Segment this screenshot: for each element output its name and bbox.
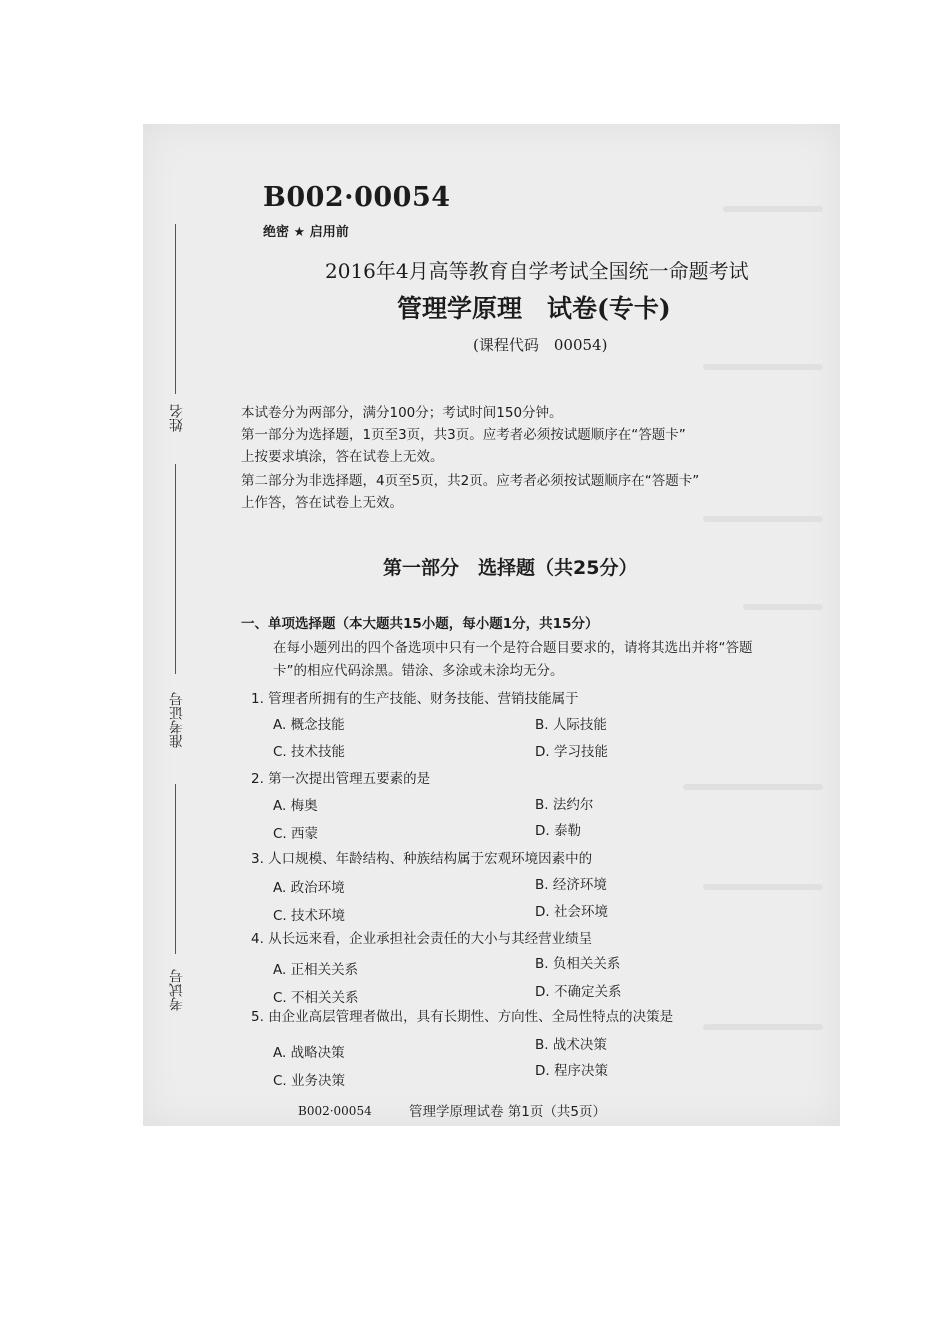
footer-code: B002·00054 [298,1104,372,1118]
paper-code: B002·00054 [263,182,451,213]
option-d: D. 程序决策 [535,1063,608,1079]
bleed-through-text [683,784,823,790]
option-a: A. 政治环境 [273,880,345,896]
option-c: C. 不相关关系 [273,990,359,1006]
seat-number-label: 考试号 [169,969,185,1011]
option-a: A. 梅奥 [273,798,318,814]
section-instructions: 卡”的相应代码涂黑。错涂、多涂或未涂均无分。 [273,663,564,679]
bleed-through-text [703,884,823,890]
bleed-through-text [703,364,823,370]
intro-line: 上作答，答在试卷上无效。 [241,495,403,511]
footer-page-number: 管理学原理试卷 第1页（共5页） [409,1104,606,1120]
option-c: C. 技术技能 [273,744,346,760]
bleed-through-text [743,604,823,610]
course-code: (课程代码 00054) [473,336,608,354]
option-b: B. 战术决策 [535,1037,607,1053]
intro-line: 第一部分为选择题，1页至3页，共3页。应考者必须按试题顺序在“答题卡” [241,427,686,443]
name-label: 姓名 [169,404,185,432]
bleed-through-text [703,516,823,522]
question-stem: 1. 管理者所拥有的生产技能、财务技能、营销技能属于 [251,691,579,707]
option-a: A. 概念技能 [273,717,345,733]
option-a: A. 正相关关系 [273,962,359,978]
option-d: D. 泰勒 [535,823,581,839]
option-b: B. 法约尔 [535,797,594,813]
intro-line: 第二部分为非选择题，4页至5页，共2页。应考者必须按试题顺序在“答题卡” [241,473,700,489]
option-c: C. 西蒙 [273,826,319,842]
subject-title: 管理学原理 试卷(专卡) [397,294,671,323]
option-b: B. 负相关关系 [535,956,621,972]
exam-title: 2016年4月高等教育自学考试全国统一命题考试 [325,259,749,283]
option-c: C. 技术环境 [273,908,346,924]
option-a: A. 战略决策 [273,1045,345,1061]
intro-line: 本试卷分为两部分，满分100分；考试时间150分钟。 [241,405,563,421]
option-c: C. 业务决策 [273,1073,346,1089]
binding-line [175,224,176,394]
admission-number-label: 准考证号 [169,692,185,748]
question-stem: 2. 第一次提出管理五要素的是 [251,771,431,787]
question-stem: 3. 人口规模、年龄结构、种族结构属于宏观环境因素中的 [251,851,593,867]
bleed-through-text [723,206,823,212]
section-heading: 一、单项选择题（本大题共15小题，每小题1分，共15分） [241,616,599,632]
exam-page [143,124,840,1126]
binding-line [175,464,176,674]
option-b: B. 经济环境 [535,877,607,893]
option-d: D. 社会环境 [535,904,608,920]
part-title: 第一部分 选择题（共25分） [383,557,638,579]
binding-line [175,784,176,954]
option-d: D. 不确定关系 [535,984,622,1000]
bleed-through-text [703,1024,823,1030]
option-b: B. 人际技能 [535,717,607,733]
question-stem: 4. 从长远来看，企业承担社会责任的大小与其经营业绩呈 [251,931,593,947]
confidential-mark: 绝密 ★ 启用前 [263,225,349,240]
option-d: D. 学习技能 [535,744,608,760]
question-stem: 5. 由企业高层管理者做出，具有长期性、方向性、全局性特点的决策是 [251,1009,674,1025]
section-instructions: 在每小题列出的四个备选项中只有一个是符合题目要求的，请将其选出并将“答题 [273,640,753,656]
intro-line: 上按要求填涂，答在试卷上无效。 [241,449,444,465]
